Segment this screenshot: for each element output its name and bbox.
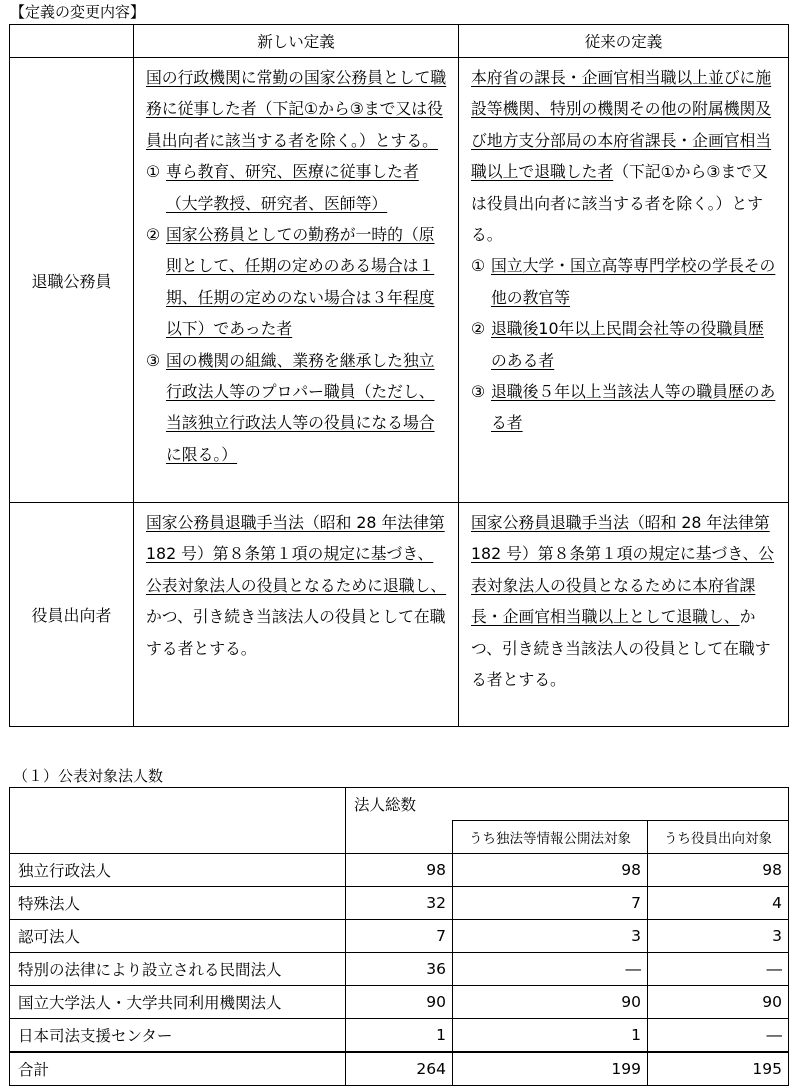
- new-definition-header: 新しい定義: [134, 25, 459, 58]
- officer-secondment-count: 90: [648, 986, 789, 1019]
- corporation-type: 国立大学法人・大学共同利用機関法人: [10, 986, 346, 1019]
- new-definition-intro: 国の行政機関に常勤の国家公務員として職務に従事した者（下記①から③まで又は役員出向者に該当する者を除く。）とする。: [146, 68, 447, 150]
- definitions-section-title: 【定義の変更内容】: [10, 3, 146, 21]
- total-count: 1: [346, 1019, 453, 1053]
- blank-header-cell: [10, 788, 346, 854]
- definitions-table: [9, 24, 789, 727]
- total-label: 合計: [10, 1052, 346, 1086]
- officer-secondment-count: ―: [648, 1019, 789, 1053]
- officer-secondment-count: 4: [648, 887, 789, 920]
- new-definition-item-2: [146, 219, 449, 345]
- corporation-type: 認可法人: [10, 920, 346, 953]
- table-row: [10, 887, 789, 920]
- old-definition-item-1: [471, 250, 779, 313]
- total-count: 7: [346, 920, 453, 953]
- item-number: ①: [471, 256, 486, 276]
- table-row: [10, 854, 789, 887]
- info-disclosure-count: 1: [453, 1019, 648, 1053]
- retired-official-new-definition: [134, 58, 459, 503]
- item-number: ②: [471, 319, 486, 339]
- item-text: 国立大学・国立高等専門学校の学長その他の教官等: [491, 256, 776, 307]
- info-disclosure-count: 98: [453, 854, 648, 887]
- table-row: [10, 1019, 789, 1053]
- info-disclosure-header: うち独法等情報公開法対象: [453, 821, 648, 854]
- item-number: ①: [146, 162, 161, 182]
- new-definition-item-3: [146, 345, 449, 471]
- officer-secondment-count: 195: [648, 1052, 789, 1086]
- retired-official-row: [10, 58, 789, 503]
- officer-secondment-count: 3: [648, 920, 789, 953]
- old-definition-item-2: [471, 313, 779, 376]
- old-definition-item-3: [471, 376, 779, 439]
- corporation-type: 独立行政法人: [10, 854, 346, 887]
- new-definition-item-1: [146, 156, 449, 219]
- item-text: 国の機関の組織、業務を継承した独立行政法人等のプロパー職員（ただし、当該独立行政法人等の役員になる場合に限る。）: [166, 350, 435, 464]
- total-count: 32: [346, 887, 453, 920]
- table-row: [10, 920, 789, 953]
- counts-table: [9, 787, 789, 1086]
- total-count: 264: [346, 1052, 453, 1086]
- item-number: ②: [146, 225, 161, 245]
- item-text: 退職後５年以上当該法人等の職員歴のある者: [491, 382, 776, 433]
- officer-secondment-header: うち役員出向対象: [648, 821, 789, 854]
- seconded-officer-label: 役員出向者: [10, 503, 134, 727]
- total-row: [10, 1052, 789, 1086]
- corporation-type: 日本司法支援センター: [10, 1019, 346, 1053]
- blank-subheader-cell: [346, 821, 453, 854]
- retired-official-old-definition: [459, 58, 789, 503]
- corporation-type: 特殊法人: [10, 887, 346, 920]
- info-disclosure-count: 90: [453, 986, 648, 1019]
- info-disclosure-count: 3: [453, 920, 648, 953]
- blank-header-cell: [10, 25, 134, 58]
- officer-secondment-count: 98: [648, 854, 789, 887]
- seconded-officer-new-definition: 国家公務員退職手当法（昭和 28 年法律第 182 号）第８条第１項の規定に基づき、公表対象法人の役員となるために退職し、かつ、引き続き当該法人の役員として在職する者とする。: [134, 503, 459, 727]
- table-row: [10, 953, 789, 986]
- corporation-type: 特別の法律により設立される民間法人: [10, 953, 346, 986]
- counts-header-row-1: [10, 788, 789, 821]
- item-text: 国家公務員としての勤務が一時的（原則として、任期の定めのある場合は１期、任期の定めのない場合は３年程度以下）であった者: [166, 225, 435, 339]
- total-count: 98: [346, 854, 453, 887]
- info-disclosure-count: 7: [453, 887, 648, 920]
- seconded-officer-row: [10, 503, 789, 727]
- total-count: 90: [346, 986, 453, 1019]
- retired-official-label: 退職公務員: [10, 58, 134, 503]
- info-disclosure-count: ―: [453, 953, 648, 986]
- item-number: ③: [146, 350, 161, 370]
- item-text: 退職後10年以上民間会社等の役職員歴のある者: [491, 319, 764, 370]
- seconded-officer-old-definition: 国家公務員退職手当法（昭和 28 年法律第 182 号）第８条第１項の規定に基づき、公表対象法人の役員となるために本府省課長・企画官相当職以上として退職し、かつ、引き続き当該法人の役員として在職する者とする。: [459, 503, 789, 727]
- old-definition-intro: 本府省の課長・企画官相当職以上並びに施設等機関、特別の機関その他の附属機関及び地方支分部局の本府省課長・企画官相当職以上で退職した者（下記①から③まで又は役員出向者に該当する者を除く。）とする。: [471, 68, 772, 245]
- info-disclosure-count: 199: [453, 1052, 648, 1086]
- total-count: 36: [346, 953, 453, 986]
- total-corporations-header: 法人総数: [346, 788, 789, 821]
- definitions-header-row: [10, 25, 789, 58]
- counts-section-title: （１）公表対象法人数: [13, 767, 164, 785]
- item-text: 専ら教育、研究、医療に従事した者（大学教授、研究者、医師等）: [166, 162, 419, 213]
- item-number: ③: [471, 382, 486, 402]
- officer-secondment-count: ―: [648, 953, 789, 986]
- table-row: [10, 986, 789, 1019]
- old-definition-header: 従来の定義: [459, 25, 789, 58]
